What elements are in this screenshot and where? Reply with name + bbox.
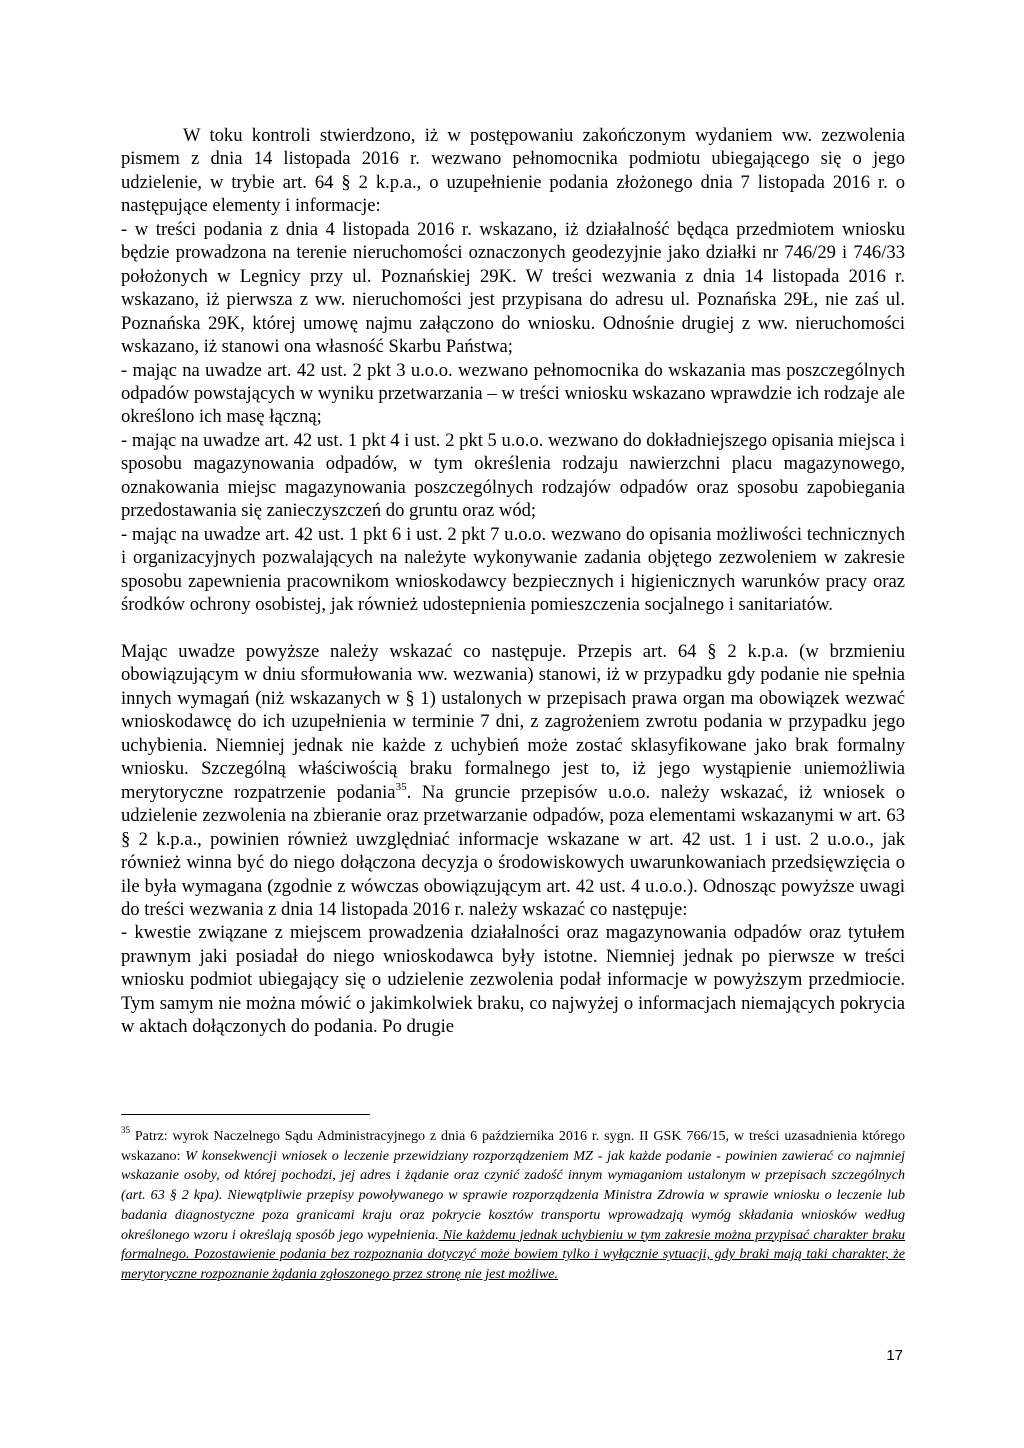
paragraph-item-location: - w treści podania z dnia 4 listopada 2016 r. wskazano, iż działalność będąca przedmiotem wniosku będzie prowadzona na terenie nieruchomości oznaczonych geodezyjnie jako działki nr 746/29 i 746/33 położonych w Legnicy przy ul. Poznańskiej 29K. W treści wezwania z dnia 14 listopada 2016 r. wskazano, iż pierwsza z ww. nieruchomości jest przypisana do adresu ul. Poznańska 29Ł, nie zaś ul. Poznańska 29K, której umowę najmu załączono do wniosku. Odnośnie drugiej z ww. nieruchomości wskazano, iż stanowi ona własność Skarbu Państwa; [121,218,905,358]
footnote-number: 35 [121,1125,130,1136]
footnote [121,1127,905,1285]
paragraph-analysis [121,640,905,921]
footnote-reference[interactable]: 35 [395,780,407,793]
paragraph-analysis-part2: . Na gruncie przepisów u.o.o. należy wskazać, iż wniosek o udzielenie zezwolenia na zbieranie oraz przetwarzanie odpadów, poza elementami wskazanymi w art. 63 § 2 k.p.a., powinien również uwzględniać informacje wskazane w art. 42 ust. 1 i ust. 2 u.o.o., jak również winna być do niego dołączona decyzja o środowiskowych uwarunkowaniach przedsięwzięcia o ile była wymagana (zgodnie z wówczas obowiązującym art. 42 ust. 4 u.o.o.). Odnosząc powyższe uwagi do treści wezwania z dnia 14 listopada 2016 r. należy wskazać co następuje: [121,781,905,920]
paragraph-intro: W toku kontroli stwierdzono, iż w postępowaniu zakończonym wydaniem ww. zezwolenia pismem z dnia 14 listopada 2016 r. wezwano pełnomocnika podmiotu ubiegającego się o jego udzielenie, w trybie art. 64 § 2 k.p.a., o uzupełnienie podania złożonego dnia 7 listopada 2016 r. o następujące elementy i informacje: [121,125,905,217]
paragraph-item-issues: - kwestie związane z miejscem prowadzenia działalności oraz magazynowania odpadów oraz tytułem prawnym jaki posiadał do niego wnioskodawca były istotne. Niemniej jednak po pierwsze w treści wniosku podmiot ubiegający się o udzielenie zezwolenia podał informacje w powyższym przedmiocie. Tym samym nie można mówić o jakimkolwiek braku, co najwyżej o informacjach niemających pokrycia w aktach dołączonych do podania. Po drugie [121,922,905,1038]
paragraph-item-technical: - mając na uwadze art. 42 ust. 1 pkt 6 i ust. 2 pkt 7 u.o.o. wezwano do opisania możliwości technicznych i organizacyjnych pozwalających na należyte wykonywanie zadania objętego zezwoleniem w zakresie sposobu zapewnienia pracownikom wnioskodawcy bezpiecznych i higienicznych warunków pracy oraz środków ochrony osobistej, jak również udostepnienia pomieszczenia socjalnego i sanitariatów. [121,523,905,616]
footnote-separator [121,1114,370,1115]
page-number: 17 [886,1347,903,1364]
footnote-intro: Patrz: wyrok Naczelnego Sądu Administracyjnego z dnia 6 października 2016 r. sygn. II GSK 766/15, w treści uzasadnienia którego wskazano: [121,1128,905,1164]
paragraph-analysis-part1: Mając uwadze powyższe należy wskazać co następuje. Przepis art. 64 § 2 k.p.a. (w brzmieniu obowiązującym w dniu sformułowania ww. wezwania) stanowi, iż w przypadku gdy podanie nie spełnia innych wymagań (niż wskazanych w § 1) ustalonych w przepisach prawa organ ma obowiązek wezwać wnioskodawcę do ich uzupełnienia w terminie 7 dni, z zagrożeniem zwrotu podania w przypadku jego uchybienia. Niemniej jednak nie każde z uchybień może zostać sklasyfikowane jako brak formalny wniosku. Szczególną właściwością braku formalnego jest to, iż jego wystąpienie uniemożliwia merytoryczne rozpatrzenie podania [121,641,905,803]
paragraph-gap [121,617,905,641]
footnote-quote-underlined: Nie każdemu jednak uchybieniu w tym zakresie można przypisać charakter braku formalnego. Pozostawienie podania bez rozpoznania dotyczyć może bowiem tylko i wyłącznie sytuacji, gdy braki mają taki charakter, że merytoryczne rozpoznanie żądania zgłoszonego przez stronę nie jest możliwe. [121,1226,905,1282]
paragraph-item-storage: - mając na uwadze art. 42 ust. 1 pkt 4 i ust. 2 pkt 5 u.o.o. wezwano do dokładniejszego opisania miejsca i sposobu magazynowania odpadów, w tym określenia rodzaju nawierzchni placu magazynowego, oznakowania miejsc magazynowania poszczególnych rodzajów odpadów oraz sposobu zapobiegania przedostawania się zanieczyszczeń do gruntu oraz wód; [121,429,905,522]
body-text [121,124,905,1039]
footnote-quote-italic: W konsekwencji wniosek o leczenie przewidziany rozporządzeniem MZ - jak każde podanie - powinien zawierać co najmniej wskazanie osoby, od której pochodzi, jej adres i żądanie oraz czynić zadość innym wymaganiom ustalonym w przepisach szczególnych (art. 63 § 2 kpa). Niewątpliwie przepisy powoływanego w sprawie rozporządzenia Ministra Zdrowia w sprawie wniosku o leczenie lub badania diagnostyczne poza granicami kraju oraz pokrycie kosztów transportu wprowadzają wymóg składania wniosków według określonego wzoru i określają sposób jego wypełnienia. [121,1147,906,1243]
paragraph-item-waste-mass: - mając na uwadze art. 42 ust. 2 pkt 3 u.o.o. wezwano pełnomocnika do wskazania mas poszczególnych odpadów powstających w wyniku przetwarzania – w treści wniosku wskazano wprawdzie ich rodzaje ale określono ich masę łączną; [121,359,905,428]
